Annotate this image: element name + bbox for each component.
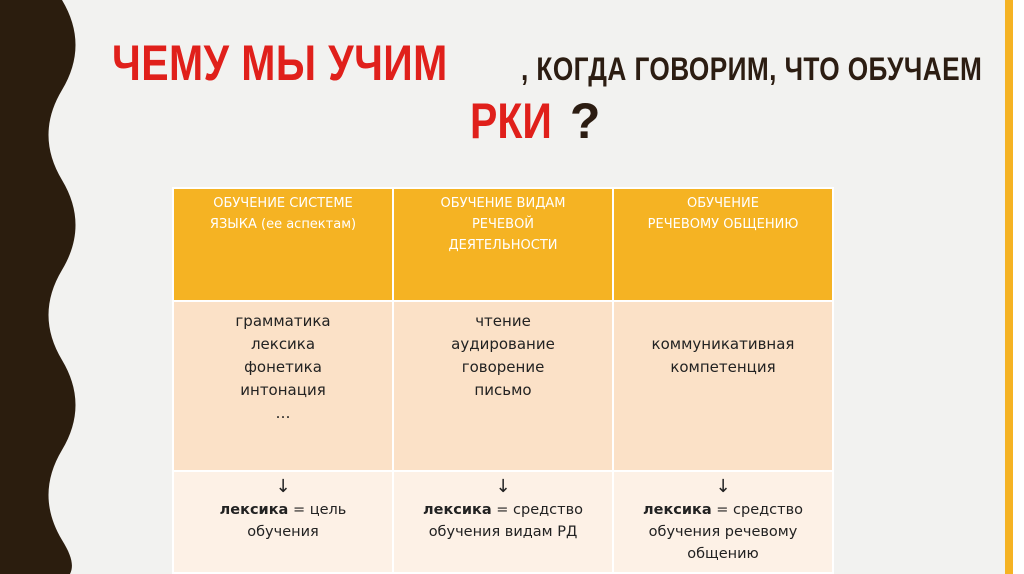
content-cell-competence: коммуникативная компетенция [613,301,833,471]
header-cell-language-system: ОБУЧЕНИЕ СИСТЕМЕ ЯЗЫКА (ее аспектам) [173,188,393,301]
conclusion-cell-means-rd: ↓ лексика = средство обучения видам РД [393,471,613,573]
slide-title-line2 [470,92,600,150]
conclusion-cell-means-communication: ↓ лексика = средство обучения речевому общению [613,471,833,573]
wavy-border-decoration [0,0,80,574]
content-cell-activities: чтение аудирование говорение письмо [393,301,613,471]
title-main: ЧЕМУ МЫ УЧИМ [112,35,448,91]
conclusion-cell-goal: ↓ лексика = цель обучения [173,471,393,573]
header-row [173,188,833,301]
comparison-table [172,187,834,574]
down-arrow-icon: ↓ [275,476,291,497]
slide-title [112,34,992,92]
down-arrow-icon: ↓ [715,476,731,497]
title-question-mark: ? [569,93,601,149]
header-cell-speech-communication: ОБУЧЕНИЕ РЕЧЕВОМУ ОБЩЕНИЮ [613,188,833,301]
header-cell-speech-activity: ОБУЧЕНИЕ ВИДАМ РЕЧЕВОЙ ДЕЯТЕЛЬНОСТИ [393,188,613,301]
content-row [173,301,833,471]
down-arrow-icon: ↓ [495,476,511,497]
right-strip [1013,0,1024,574]
accent-bar [1005,0,1013,574]
title-sub: , КОГДА ГОВОРИМ, ЧТО ОБУЧАЕМ [521,51,983,87]
content-cell-aspects: грамматика лексика фонетика интонация … [173,301,393,471]
conclusion-row [173,471,833,573]
title-rki: РКИ [470,93,552,149]
